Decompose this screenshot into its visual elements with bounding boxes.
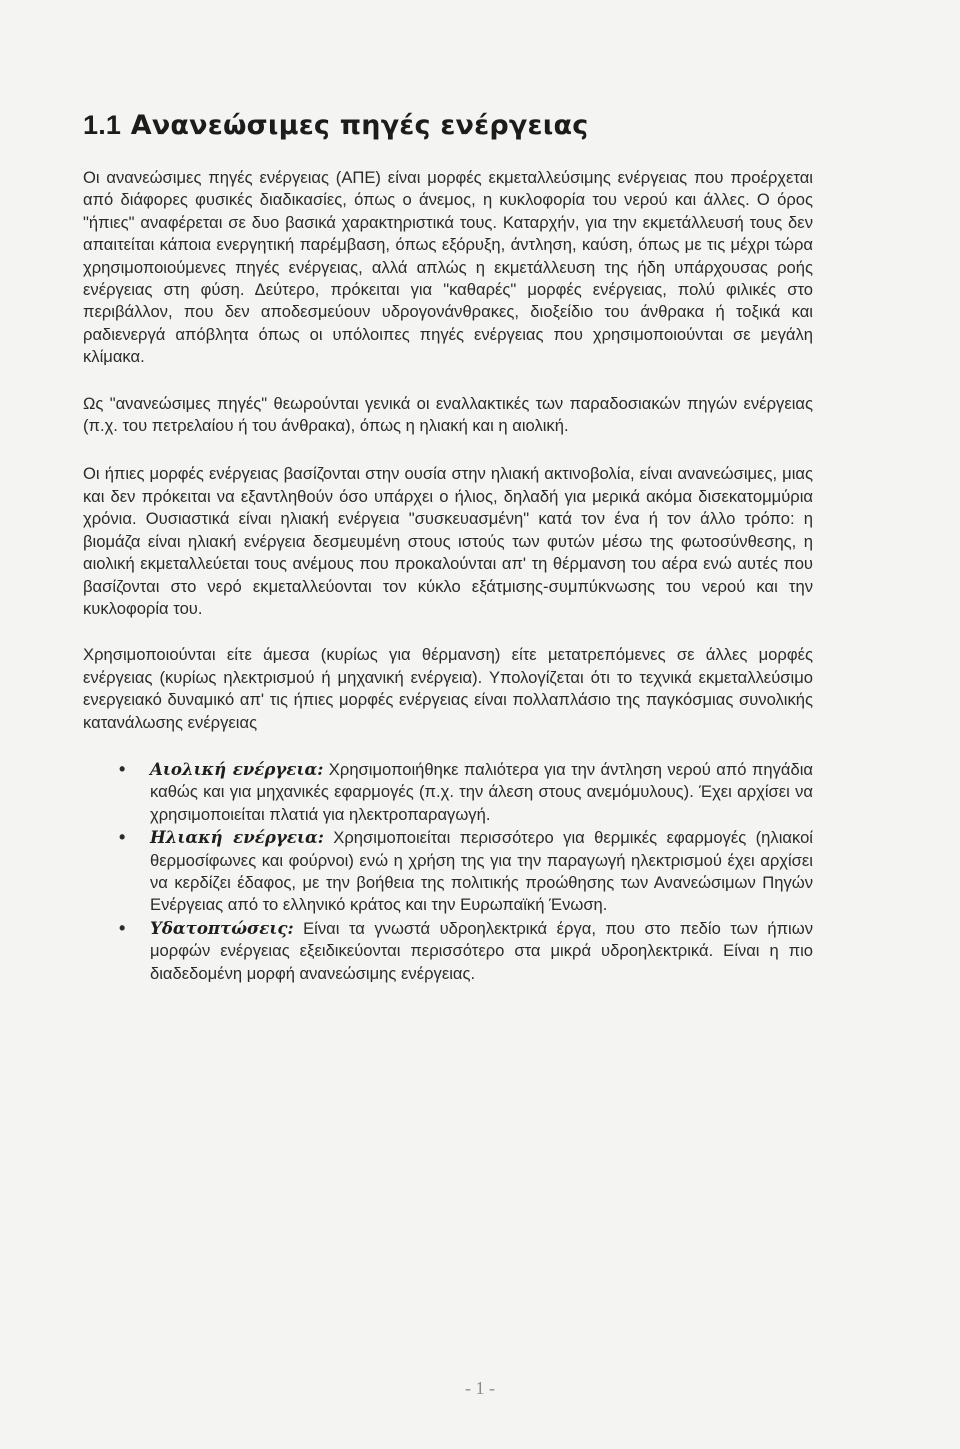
term-solar: Ηλιακή ενέργεια: xyxy=(150,827,324,848)
section-title: Ανανεώσιμες πηγές ενέργειας xyxy=(130,110,589,141)
list-item-solar xyxy=(83,826,813,917)
list-item-hydro xyxy=(83,917,813,985)
page-number: - 1 - xyxy=(465,1378,495,1398)
description-wind: Χρησιμοποιήθηκε παλιότερα για την άντληση νερού από πηγάδια καθώς και για μηχανικές εφαρμογές (π.χ. την άλεση στους ανεμόμυλους). Έχει αρχίσει να χρησιμοποιείται πλατιά για ηλεκτροπαραγωγή. xyxy=(150,759,813,824)
term-wind: Αιολική ενέργεια: xyxy=(150,758,324,779)
term-hydro: Υδατοπτώσεις: xyxy=(150,917,294,938)
paragraph-solar-basis: Οι ήπιες μορφές ενέργειας βασίζονται στην ουσία στην ηλιακή ακτινοβολία, είναι ανανεώσιμες, μιας και δεν πρόκειται να εξαντληθούν όσο υπάρχει ο ήλιος, δηλαδή για μερικά ακόμα δισεκατομμύρια χρόνια. Ουσιαστικά είναι ηλιακή ενέργεια "συσκευασμένη" κατά τον ένα ή τον άλλο τρόπο: η βιομάζα είναι ηλιακή ενέργεια δεσμευμένη στους ιστούς των φυτών μέσω της φωτοσύνθεσης, η αιολική εκμεταλλεύεται τους ανέμους που προκαλούνται απ' τη θέρμανση του αέρα ενώ αυτές που βασίζονται στο νερό εκμεταλλεύονται τον κύκλο εξάτμισης-συμπύκνωσης του νερού και την κυκλοφορία του. xyxy=(83,464,813,618)
list-item-wind xyxy=(83,758,813,826)
section-heading xyxy=(83,110,813,141)
bullet-icon: • xyxy=(119,827,126,848)
section-number: 1.1 xyxy=(83,110,122,140)
description-hydro: Είναι τα γνωστά υδροηλεκτρικά έργα, που στο πεδίο των ήπιων μορφών ενέργειας εξειδικεύονται περισσότερο στα μικρά υδροηλεκτρικά. Είναι η πιο διαδεδομένη μορφή ανανεώσιμης ενέργειας. xyxy=(150,918,813,983)
description-solar: Χρησιμοποιείται περισσότερο για θερμικές εφαρμογές (ηλιακοί θερμοσίφωνες και φούρνοι) ενώ η χρήση της για την παραγωγή ηλεκτρισμού έχει αρχίσει να κερδίζει έδαφος, με την βοήθεια της πολιτικής προώθησης των Ανανεώσιμων Πηγών Ενέργειας από το ελληνικό κράτος και την Ευρωπαϊκή Ένωση. xyxy=(150,828,813,915)
energy-types-list xyxy=(83,758,813,985)
document-page xyxy=(83,110,813,985)
bullet-icon: • xyxy=(119,917,126,938)
paragraph-definition: Ως "ανανεώσιμες πηγές" θεωρούνται γενικά οι εναλλακτικές των παραδοσιακών πηγών ενέργειας (π.χ. του πετρελαίου ή του άνθρακα), όπως η ηλιακή και η αιολική. xyxy=(83,393,813,436)
paragraph-intro: Οι ανανεώσιμες πηγές ενέργειας (ΑΠΕ) είναι μορφές εκμεταλλεύσιμης ενέργειας που προέρχεται από διάφορες φυσικές διαδικασίες, όπως ο άνεμος, η κυκλοφορία του νερού και άλλες. Ο όρος "ήπιες" αναφέρεται σε δυο βασικά χαρακτηριστικά τους. Καταρχήν, για την εκμετάλλευσή τους δεν απαιτείται κάποια ενεργητική παρέμβαση, όπως εξόρυξη, άντληση, καύση, όπως με τις μέχρι τώρα χρησιμοποιούμενες πηγές ενέργειας, αλλά απλώς η εκμετάλλευση της ήδη υπάρχουσας ροής ενέργειας στη φύση. Δεύτερο, πρόκειται για "καθαρές" μορφές ενέργειας, πολύ φιλικές στο περιβάλλον, που δεν αποδεσμεύουν υδρογονάνθρακες, διοξείδιο του άνθρακα ή τοξικά και ραδιενεργά απόβλητα όπως οι υπόλοιπες πηγές ενέργειας που χρησιμοποιούνται σε μεγάλη κλίμακα. xyxy=(83,168,813,367)
bullet-icon: • xyxy=(119,758,126,779)
paragraph-usage: Χρησιμοποιούνται είτε άμεσα (κυρίως για θέρμανση) είτε μετατρεπόμενες σε άλλες μορφές ενέργειας (κυρίως ηλεκτρισμού ή μηχανική ενέργεια). Υπολογίζεται ότι το τεχνικά εκμεταλλεύσιμο ενεργειακό δυναμικό απ' τις ήπιες μορφές ενέργειας είναι πολλαπλάσιο της παγκόσμιας συνολικής κατανάλωσης ενέργειας xyxy=(83,645,813,732)
